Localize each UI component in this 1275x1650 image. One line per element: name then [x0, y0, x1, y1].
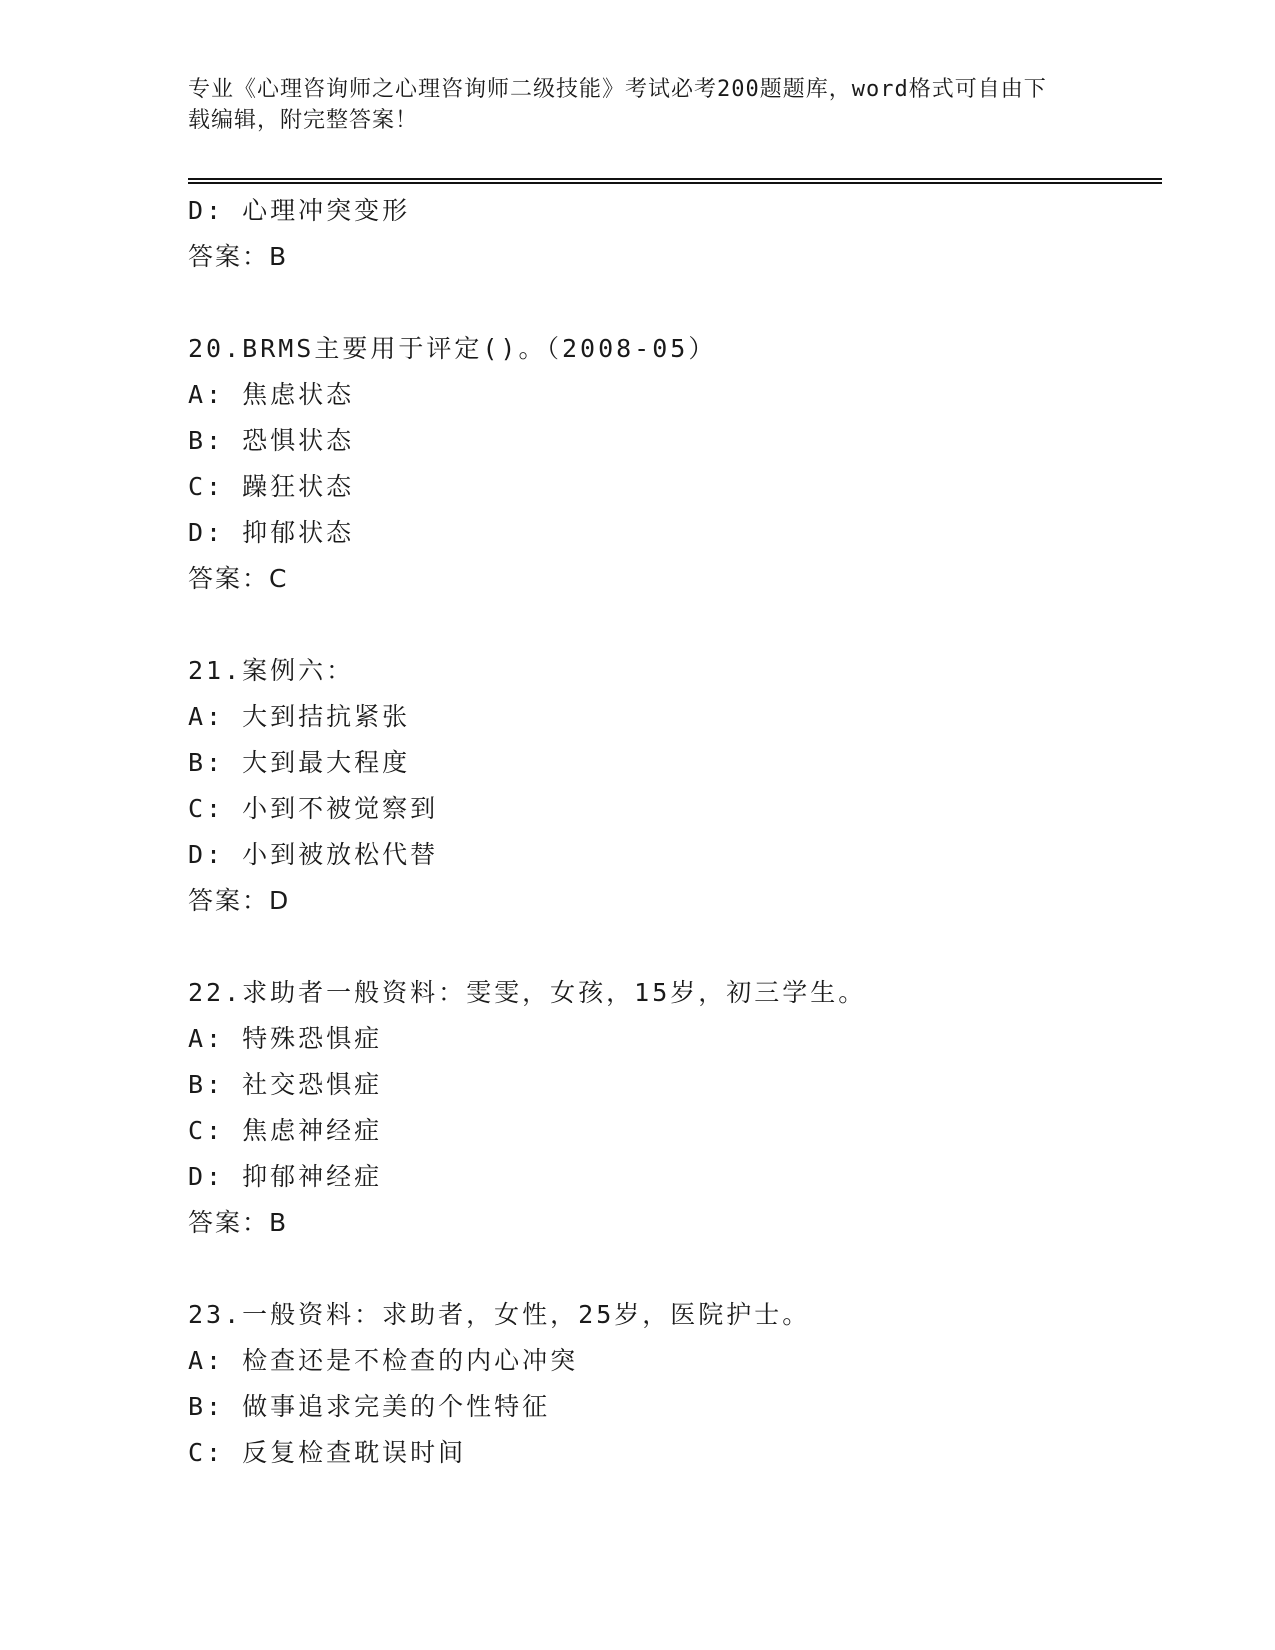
document-header: 专业《心理咨询师之心理咨询师二级技能》考试必考200题题库，word格式可自由下载编辑，附完整答案！: [188, 77, 1047, 133]
spacer: [188, 602, 1168, 648]
answer-line: 答案：B: [188, 242, 289, 271]
option-a: A: 特殊恐惧症: [188, 1024, 383, 1053]
answer-line: 答案：C: [188, 564, 289, 593]
option-b: B: 恐惧状态: [188, 426, 355, 455]
question-stem: 20.BRMS主要用于评定()。（2008-05）: [188, 334, 717, 363]
question-23: [188, 1292, 1168, 1476]
option-d: D: 抑郁状态: [188, 518, 355, 547]
answer-line: 答案：D: [188, 886, 291, 915]
header-rule-bottom: [188, 182, 1162, 184]
option-c: C: 小到不被觉察到: [188, 794, 439, 823]
option-b: B: 做事追求完美的个性特征: [188, 1392, 551, 1421]
option-c: C: 躁狂状态: [188, 472, 355, 501]
question-21: [188, 648, 1168, 924]
question-stem: 21.案例六：: [188, 656, 355, 685]
question-stem: 23.一般资料：求助者，女性，25岁，医院护士。: [188, 1300, 811, 1329]
spacer: [188, 280, 1168, 326]
option-d: D: 抑郁神经症: [188, 1162, 383, 1191]
option-a: A: 焦虑状态: [188, 380, 355, 409]
option-d: D: 小到被放松代替: [188, 840, 439, 869]
spacer: [188, 924, 1168, 970]
option-a: A: 大到拮抗紧张: [188, 702, 411, 731]
option-a: A: 检查还是不检查的内心冲突: [188, 1346, 579, 1375]
answer-line: 答案：B: [188, 1208, 289, 1237]
option-c: C: 反复检查耽误时间: [188, 1438, 467, 1467]
question-20: [188, 326, 1168, 602]
option-b: B: 大到最大程度: [188, 748, 411, 777]
question-stem: 22.求助者一般资料：雯雯，女孩，15岁，初三学生。: [188, 978, 867, 1007]
option-b: B: 社交恐惧症: [188, 1070, 383, 1099]
spacer: [188, 1246, 1168, 1292]
question-22: [188, 970, 1168, 1246]
question-list: [188, 188, 1168, 1476]
option-d: D: 心理冲突变形: [188, 196, 411, 225]
option-c: C: 焦虑神经症: [188, 1116, 383, 1145]
header-rule-top: [188, 178, 1162, 180]
